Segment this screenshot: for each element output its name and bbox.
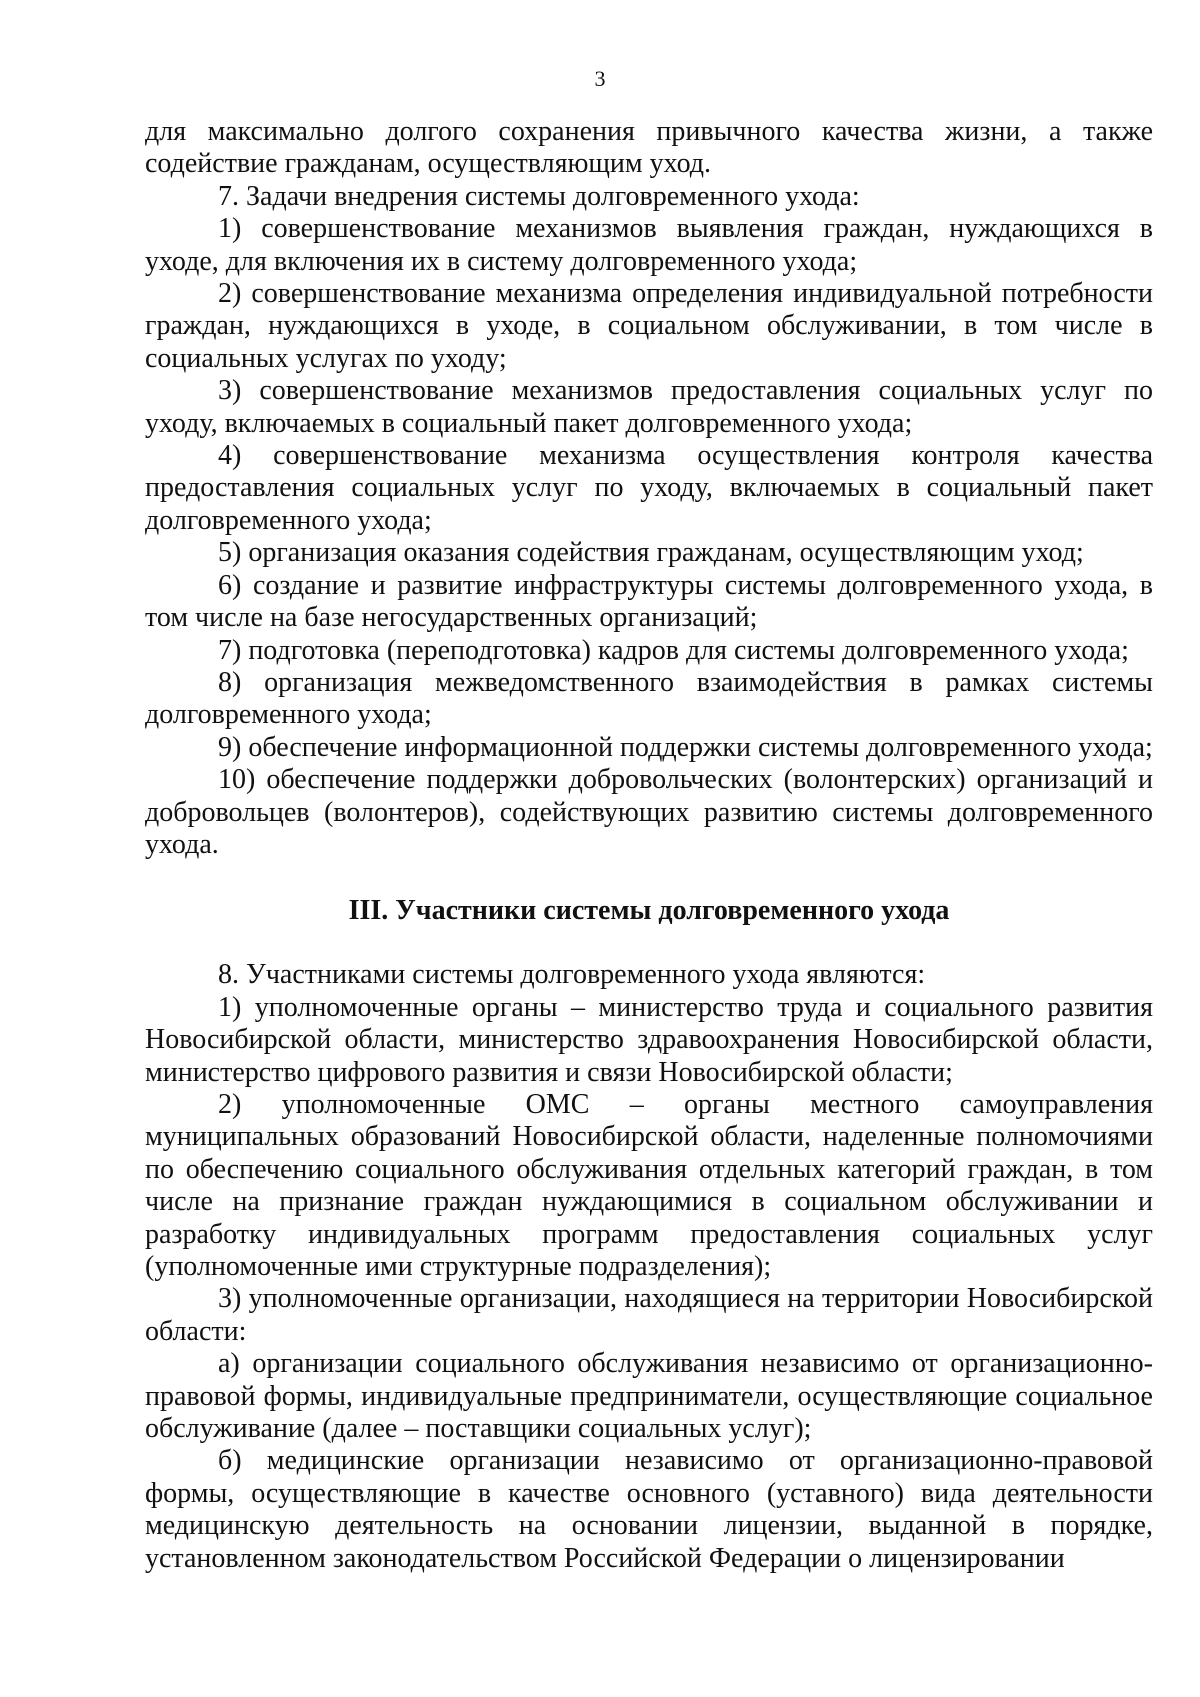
list-item: 8) организация межведомственного взаимодействия в рамках системы долговременного ухода; bbox=[145, 666, 1153, 731]
list-item: 6) создание и развитие инфраструктуры системы долговременного ухода, в том числе на базе негосударственных организаций; bbox=[145, 569, 1153, 634]
list-item: 3) совершенствование механизмов предоставления социальных услуг по уходу, включаемых в социальный пакет долговременного ухода; bbox=[145, 375, 1153, 439]
list-item: 7) подготовка (переподготовка) кадров для системы долговременного ухода; bbox=[218, 634, 1129, 666]
document-body bbox=[145, 116, 1153, 1575]
list-item: 10) обеспечение поддержки добровольческих (волонтерских) организаций и добровольцев (волонтеров), содействующих развитию системы долговременного ухода. bbox=[145, 764, 1153, 860]
list-item: 1) совершенствование механизмов выявления граждан, нуждающихся в уходе, для включения их в систему долговременного ухода; bbox=[145, 213, 1153, 277]
paragraph-item-7: 7. Задачи внедрения системы долговременного ухода: bbox=[218, 180, 860, 212]
list-item: 4) совершенствование механизма осуществления контроля качества предоставления социальных услуг по уходу, включаемых в социальный пакет долговременного ухода; bbox=[145, 440, 1153, 536]
list-item: 1) уполномоченные органы – министерство труда и социального развития Новосибирской области, министерство здравоохранения Новосибирской области, министерство цифрового развития и связи Новосибирской области; bbox=[145, 991, 1153, 1088]
paragraph-item-8: 8. Участниками системы долговременного ухода являются: bbox=[218, 959, 926, 991]
list-item: 3) уполномоченные организации, находящиеся на территории Новосибирской области: bbox=[145, 1283, 1153, 1347]
sub-list-item: б) медицинские организации независимо от организационно-правовой формы, осуществляющие в качестве основного (уставного) вида деятельности медицинскую деятельность на основании лицензии, выданной в порядке, установленном законодательством Российской Федерации о лицензировании bbox=[145, 1445, 1153, 1574]
section-heading: III. Участники системы долговременного ухода bbox=[348, 895, 950, 927]
page-number: 3 bbox=[594, 66, 606, 91]
list-item: 2) уполномоченные ОМС – органы местного самоуправления муниципальных образований Новосибирской области, наделенные полномочиями по обеспечению социального обслуживания отдельных категорий граждан, в том числе на признание граждан нуждающимися в социальном обслуживании и разработку индивидуальных программ предоставления социальных услуг (уполномоченные ими структурные подразделения); bbox=[145, 1088, 1153, 1282]
sub-list-item: а) организации социального обслуживания независимо от организационно-правовой формы, индивидуальные предприниматели, осуществляющие социальное обслуживание (далее – поставщики социальных услуг); bbox=[145, 1348, 1153, 1445]
list-item: 9) обеспечение информационной поддержки системы долговременного ухода; bbox=[218, 731, 1153, 763]
paragraph-continuation: для максимально долгого сохранения привычного качества жизни, а также содействие гражданам, осуществляющим уход. bbox=[145, 116, 1153, 180]
list-item: 2) совершенствование механизма определения индивидуальной потребности граждан, нуждающихся в уходе, в социальном обслуживании, в том числе в социальных услугах по уходу; bbox=[145, 278, 1153, 374]
list-item: 5) организация оказания содействия гражданам, осуществляющим уход; bbox=[218, 537, 1084, 569]
